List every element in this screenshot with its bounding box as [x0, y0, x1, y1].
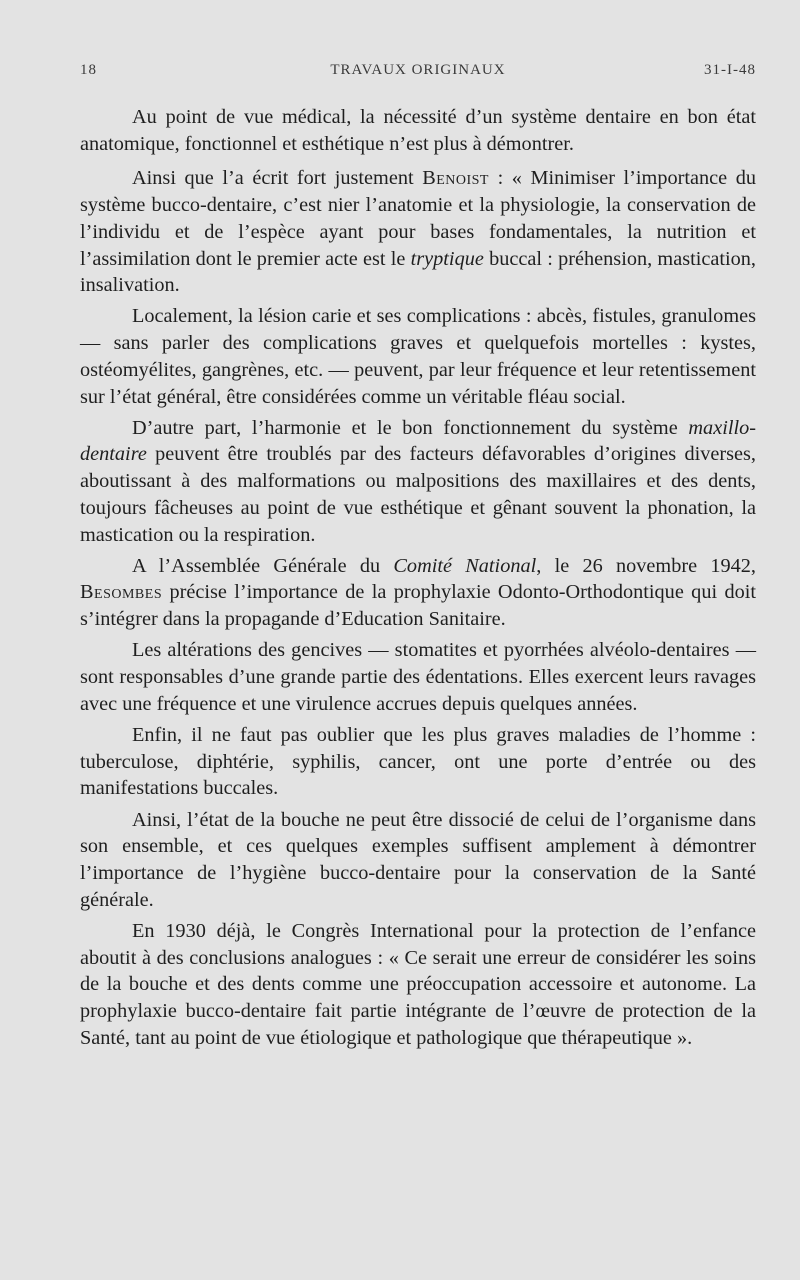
paragraph-9: En 1930 déjà, le Congrès International pour la protection de l’enfance aboutit à des conclusions analogues : « Ce serait une erreur de considérer les soins de la bouche et des dents comme une préoccupation accessoire et autonome. La prophylaxie bucco-dentaire fait partie intégrante de l’œuvre de protection de la Santé, tant au point de vue étiologique et pathologique que thérapeutique ». — [80, 919, 756, 1049]
paragraph-7: Enfin, il ne faut pas oublier que les plus graves maladies de l’homme : tuberculose, diphtérie, syphilis, cancer, ont une porte d’entrée ou des manifestations buccales. — [80, 723, 756, 800]
author-name-besombes: Besombes — [80, 581, 163, 604]
article-body — [80, 104, 756, 1056]
italic-term-tryptique: tryptique — [410, 247, 484, 270]
paragraph-2-text-b: : « Minimiser l’importance du système bucco-dentaire, c’est nier l’anatomie et la physiologie, la conservation de l’individu et de l’espèce ayant pour bases fondamentales, la nutrition et l’assimilation dont le premier acte est le — [80, 167, 756, 270]
paragraph-5-text-c: précise l’importance de la prophylaxie Odonto-Orthodontique qui doit s’intégrer dans la propagande d’Education Sanitaire. — [80, 581, 756, 631]
paragraph-2 — [80, 165, 756, 299]
paragraph-4 — [80, 415, 756, 549]
paragraph-3: Localement, la lésion carie et ses complications : abcès, fistules, granulomes — sans parler des complications graves et quelquefois mortelles : kystes, ostéomyélites, gangrènes, etc. — peuvent, par leur fréquence et leur retentissement sur l’état général, être considérées comme un véritable fléau social. — [80, 305, 756, 408]
author-name-benoist: Benoist — [422, 167, 489, 190]
paragraph-5-text-a: A l’Assemblée Générale du — [132, 554, 394, 577]
paragraph-2-text-a: Ainsi que l’a écrit fort justement — [132, 167, 423, 190]
italic-term-comite-national: Comité National — [393, 554, 537, 577]
paragraph-4-text-b: peuvent être troublés par des facteurs défavorables d’origines diverses, aboutissant à des malformations ou malpositions des maxillaires et des dents, toujours fâcheuses au point de vue esthétique et gênant souvent la phonation, la mastication ou la respiration. — [80, 443, 756, 546]
paragraph-8: Ainsi, l’état de la bouche ne peut être dissocié de celui de l’organisme dans son ensemble, et ces quelques exemples suffisent amplement à démontrer l’importance de l’hygiène bucco-dentaire pour la conservation de la Santé générale. — [80, 808, 756, 911]
issue-date: 31-I-48 — [704, 62, 756, 78]
page-number: 18 — [80, 62, 97, 78]
paragraph-6: Les altérations des gencives — stomatites et pyorrhées alvéolo-dentaires — sont responsables d’une grande partie des édentations. Elles exercent leurs ravages avec une fréquence et une virulence accrues depuis quelques années. — [80, 639, 756, 715]
paragraph-5 — [80, 553, 756, 633]
paragraph-5-text-b: , le 26 novembre 1942, — [536, 554, 756, 577]
paragraph-1: Au point de vue médical, la nécessité d’un système dentaire en bon état anatomique, fonctionnel et esthétique n’est plus à démontrer. — [80, 106, 756, 155]
paragraph-2-text-c: buccal : préhension, mastication, insalivation. — [80, 247, 756, 297]
italic-term-maxillo-dentaire: maxillo-dentaire — [80, 416, 756, 466]
running-title: TRAVAUX ORIGINAUX — [330, 62, 506, 78]
running-header — [80, 62, 756, 84]
paragraph-4-text-a: D’autre part, l’harmonie et le bon fonctionnement du système — [132, 416, 689, 439]
